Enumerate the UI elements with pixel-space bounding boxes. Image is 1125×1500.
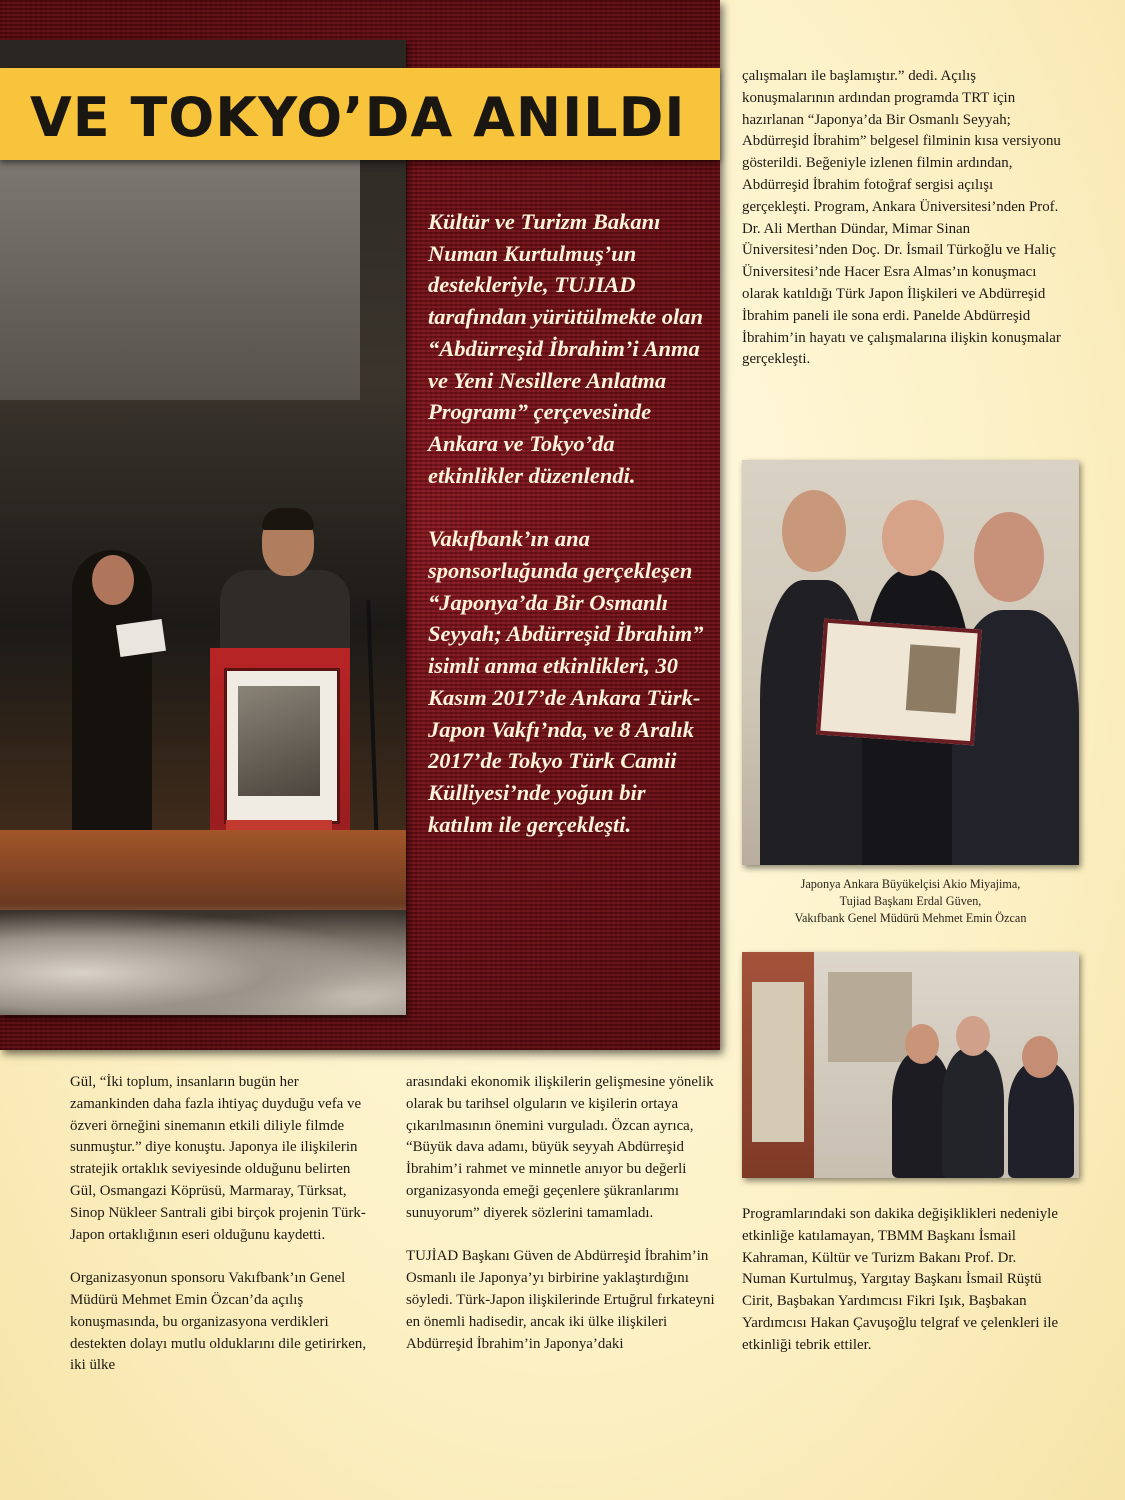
bottom-column-1-paragraph-2: Organizasyonun sponsoru Vakıfbank’ın Genel Müdürü Mehmet Emin Özcan’da açılış konuşmasında, bu organizasyona verdikleri destekten dolayı mutlu olduklarını dile getirirken, iki ülke — [70, 1270, 367, 1374]
audience-heads — [0, 910, 406, 1015]
right-column-bottom — [742, 1204, 1062, 1378]
bottom-column-2-paragraph-2: TUJİAD Başkanı Güven de Abdürreşid İbrahim’in Osmanlı ile Japonya’yı birbirine yaklaştırdığını söyledi. Türk-Japon ilişkilerinde Ertuğrul fırkateyni en önemli hadisedir, ancak iki ülke ilişkileri Abdürreşid İbrahim’in Japonya’daki — [406, 1248, 715, 1352]
person-right-face — [974, 512, 1044, 602]
visitor-2 — [942, 1048, 1004, 1178]
podium-poster-image — [238, 686, 320, 796]
intro-text — [428, 206, 708, 872]
speaker-hair — [262, 508, 314, 530]
projection-screen — [0, 160, 360, 400]
page-title: VE TOKYO’DA ANILDI — [30, 86, 686, 149]
caption-line-1: Japonya Ankara Büyükelçisi Akio Miyajima, — [800, 877, 1021, 891]
visitor-3 — [1008, 1062, 1074, 1178]
woman-head — [92, 555, 134, 605]
visitor-3-face — [1022, 1036, 1058, 1078]
person-left-face — [782, 490, 846, 572]
bottom-column-1 — [70, 1072, 375, 1399]
title-banner — [0, 68, 720, 160]
person-middle-face — [882, 500, 944, 576]
ambassador-group-photo — [742, 460, 1079, 865]
intro-paragraph-1: Kültür ve Turizm Bakanı Numan Kurtulmuş’un destekleriyle, TUJIAD tarafından yürütülmekte olan “Abdürreşid İbrahim’i Anma ve Yeni Nesillere Anlatma Programı” çerçevesinde Ankara ve Tokyo’da etkinlikler düzenlendi. — [428, 209, 704, 488]
right-column-top — [742, 66, 1062, 393]
bottom-column-2-paragraph-1: arasındaki ekonomik ilişkilerin gelişmesine yönelik olarak bu tarihsel olguların ve kişilerin ortaya çıkarılmasının önemini vurguladı. Özcan ayrıca, “Büyük dava adamı, büyük seyyah Abdürreşid İbrahim’i rahmet ve minnetle anıyor bu değerli organizasyonda emeği geçenlere şükranlarımı sunuyorum” diyerek sözlerini tamamladı. — [406, 1074, 714, 1221]
intro-paragraph-2: Vakıfbank’ın ana sponsorluğunda gerçekleşen “Japonya’da Bir Osmanlı Seyyah; Abdürreşid İbrahim” isimli anma etkinlikleri, 30 Kasım 2017’de Ankara Türk-Japon Vakfı’nda, ve 8 Aralık 2017’de Tokyo Türk Camii Külliyesi’nde yoğun bir katılım ile gerçekleşti. — [428, 526, 704, 837]
exhibition-print-left — [752, 982, 804, 1142]
exhibition-photo — [742, 952, 1079, 1178]
bottom-column-2 — [406, 1072, 724, 1377]
stage-ceremony-photo — [0, 40, 406, 1015]
paper-sheet — [116, 619, 166, 657]
caption-line-2: Tujiad Başkanı Erdal Güven, — [839, 894, 982, 908]
exhibition-print-center — [828, 972, 912, 1062]
right-column-bottom-paragraph: Programlarındaki son dakika değişiklikleri nedeniyle etkinliğe katılamayan, TBMM Başkanı İsmail Kahraman, Kültür ve Turizm Bakanı Prof. Dr. Numan Kurtulmuş, Yargıtay Başkanı İsmail Rüştü Cirit, Başbakan Yardımcısı Fikri Işık, Başbakan Yardımcısı Hakan Çavuşoğlu telgraf ve çelenkleri ile etkinliği tebrik ettiler. — [742, 1206, 1059, 1353]
caption-line-3: Vakıfbank Genel Müdürü Mehmet Emin Özcan — [794, 911, 1027, 925]
right-column-top-paragraph: çalışmaları ile başlamıştır.” dedi. Açılış konuşmalarının ardından programda TRT için hazırlanan “Japonya’da Bir Osmanlı Seyyah; Abdürreşid İbrahim” belgesel filminin kısa versiyonu gösterildi. Beğeniyle izlenen filmin ardından, Abdürreşid İbrahim fotoğraf sergisi açılışı gerçekleşti. Program, Ankara Üniversitesi’nden Prof. Dr. Ali Merthan Dündar, Mimar Sinan Üniversitesi’nden Doç. Dr. İsmail Türkoğlu ve Haliç Üniversitesi’nde Hacer Esra Almas’ın konuşmacı olarak katıldığı Türk Japon İlişkileri ve Abdürreşid İbrahim paneli ile sona erdi. Panelde Abdürreşid İbrahim’in hayatı ve çalışmalarına ilişkin konuşmalar gerçekleşti. — [742, 68, 1061, 368]
visitor-1-face — [905, 1024, 939, 1064]
photo-caption — [742, 876, 1079, 927]
visitor-2-face — [956, 1016, 990, 1056]
album-portrait — [906, 644, 960, 713]
bottom-column-1-paragraph-1: Gül, “İki toplum, insanların bugün her zamankinden daha fazla ihtiyaç duyduğu vefa ve özveri örneğini sinemanın etkili diliyle filmde sunmuştur.” diye konuştu. Japonya ile ilişkilerin stratejik ortaklık seviyesinde olduğunu belirten Gül, Osmangazi Köprüsü, Marmaray, Türksat, Sinop Nükleer Santrali gibi birçok projenin Türk-Japon ortaklığının eseri olduğunu kaydetti. — [70, 1074, 366, 1243]
